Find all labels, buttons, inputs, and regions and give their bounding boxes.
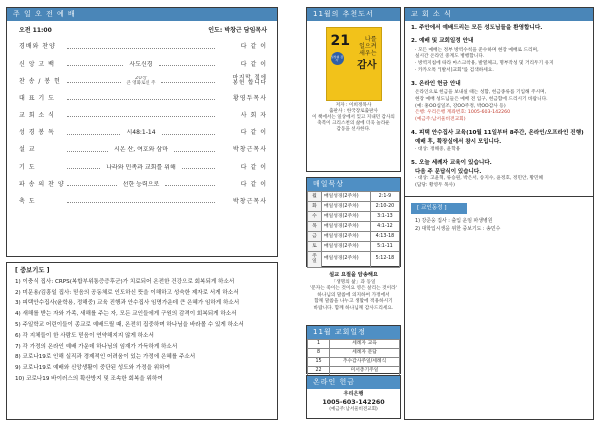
worship-leader: 인도: 박창근 담임목사 bbox=[208, 27, 267, 34]
news-item-heading: 2. 예배 및 교회일정 안내 bbox=[411, 38, 474, 45]
book-cover-image bbox=[326, 27, 382, 101]
news-item bbox=[411, 38, 587, 75]
dot-leader bbox=[161, 82, 215, 83]
news-item-line: 온라인으로 헌금을 보내실 때는 성함, 헌금종류를 기입해 주시며, bbox=[415, 90, 547, 96]
worship-row bbox=[7, 176, 277, 193]
worship-row-label: 설 교 bbox=[19, 146, 36, 154]
news-item-line: (담당: 황영두 목사) bbox=[415, 183, 455, 189]
worship-row bbox=[7, 56, 277, 73]
news-item-line: 실시간 온라인 중계도 병행합니다. bbox=[415, 54, 485, 60]
dot-leader bbox=[67, 99, 215, 100]
book-cover-number: 21 bbox=[330, 33, 350, 49]
worship-row-label: 기 도 bbox=[19, 163, 36, 171]
daily-row bbox=[308, 252, 400, 268]
news-item-heading: 1. 주안에서 예배드리는 모든 성도님들을 환영합니다. bbox=[411, 25, 543, 31]
dot-leader bbox=[67, 202, 215, 203]
worship-row bbox=[7, 159, 277, 176]
daily-book: 매일성경(2주차) bbox=[322, 192, 371, 202]
worship-row-hymn-number: 20장 bbox=[134, 76, 148, 82]
daily-day: 토 bbox=[308, 242, 322, 252]
worship-row-right-line1: 마지막 절에 bbox=[232, 74, 267, 81]
prayer-title: [ 중보기도 ] bbox=[15, 267, 50, 274]
worship-row-hymn bbox=[127, 76, 156, 86]
worship-row-content: 시48:1-14 bbox=[126, 129, 156, 137]
worship-row-label: 찬 송 / 봉 헌 bbox=[19, 77, 61, 85]
worship-row-label: 파 송 의 찬 양 bbox=[19, 180, 65, 188]
worship-row bbox=[7, 90, 277, 107]
worship-row-right: 박창근목사 bbox=[233, 198, 267, 206]
daily-row bbox=[308, 212, 400, 222]
daily-row bbox=[308, 242, 400, 252]
worship-row bbox=[7, 73, 277, 90]
daily-book: 매일성경(2주차) bbox=[322, 242, 371, 252]
worship-row-content: 사도신경 bbox=[129, 60, 153, 68]
prayer-item: 8) 코로나19로 인해 실직과 경제적인 어려움이 있는 가정에 은혜를 주소서 bbox=[15, 354, 196, 361]
news-item-heading: 5. 오늘 세례자 교육이 있습니다. bbox=[411, 159, 492, 166]
worship-row bbox=[7, 124, 277, 141]
dot-leader bbox=[67, 65, 123, 66]
prayer-item: 1) 이충식 집사: CRPS(복합부위통증증후군)가 치료되어 온전한 건강으로 회복되게 하소서 bbox=[15, 278, 235, 285]
dot-leader bbox=[67, 116, 215, 117]
prayer-item: 10) 코로나19 바이러스의 확산방지 및 조속한 회복을 위하여 bbox=[15, 376, 163, 383]
offering-header: 온라인 헌금 bbox=[307, 376, 400, 389]
schedule-event: 미서총기주일 bbox=[330, 367, 400, 376]
worship-row-right: 박창근목사 bbox=[233, 146, 267, 154]
worship-row-label: 축 도 bbox=[19, 198, 36, 206]
prayer-item: 3) 피택안수집사(윤학용, 정해중) 교육 진행과 안수집사 임명가운데 큰 은혜가 임하게 하소서 bbox=[15, 300, 240, 307]
worship-row bbox=[7, 142, 277, 159]
worship-row-leader-dots bbox=[67, 114, 215, 117]
recite-title: 설교 요절을 암송해요 bbox=[329, 272, 378, 278]
offering-owner: (예금주:남서울비전교회) bbox=[329, 407, 378, 413]
worship-row-right: 사 회 자 bbox=[240, 112, 267, 120]
daily-row bbox=[308, 192, 400, 202]
news-item-line: · 대상: 고윤혁, 류승원, 박은서, 송지수, 윤정호, 정민안, 황민혜 bbox=[415, 176, 544, 182]
worship-row-leader-dots bbox=[67, 129, 215, 137]
daily-day: 월 bbox=[308, 192, 322, 202]
news-item-red-line: (예금주:남서울비전교회) bbox=[415, 117, 466, 123]
daily-row bbox=[308, 232, 400, 242]
daily-reading-panel bbox=[306, 177, 401, 267]
schedule-date: 22 bbox=[308, 367, 330, 376]
news-item-heading: 3. 온라인 헌금 안내 bbox=[411, 80, 461, 87]
dot-leader bbox=[67, 151, 108, 152]
book-caption: 저자 : 이희정목사 출판사 : 한국장로출판사 이 책에서는 일상에서 잊고 지내던 감사의 축복이 크리스천의 삶에 더욱 놀라운 감동을 선사한다. bbox=[312, 103, 395, 132]
dot-leader bbox=[174, 151, 215, 152]
schedule-date: 15 bbox=[308, 358, 330, 367]
dot-leader bbox=[67, 134, 120, 135]
worship-row-leader-dots bbox=[67, 61, 215, 69]
news-item-heading: 4. 피택 안수집사 교육(10월 11일부터 8주간, 온라인/오프라인 진행) bbox=[411, 130, 584, 137]
schedule-row bbox=[308, 358, 400, 367]
prayer-item: 6) 각 지체들이 한 사람도 믿음이 연약해지지 않게 하소서 bbox=[15, 332, 154, 339]
daily-ref: 3:1-13 bbox=[370, 212, 399, 222]
dot-leader bbox=[67, 185, 117, 186]
schedule-header: 11월 교회일정 bbox=[307, 326, 400, 339]
daily-ref: 4:13-18 bbox=[370, 232, 399, 242]
worship-time: 오전 11:00 bbox=[19, 27, 52, 34]
schedule-date: 1 bbox=[308, 340, 330, 349]
prayer-item: 2) 미문용/김흥일 집사: 믿음의 공동체로 인도하신 뜻을 이해하고 성숙한 제자로 서게 하소서 bbox=[15, 289, 239, 296]
news-item-line: 현장 예배 성도님들은 예배 전 입구, 헌금함에 드리시기 바랍니다. bbox=[415, 96, 548, 102]
prayer-item: 7) 각 가정의 온라인 예배 가운데 하나님의 임재가 가득하게 하소서 bbox=[15, 343, 178, 350]
news-divider bbox=[405, 196, 593, 197]
news-item-line: · 방역지침에 따라 마스크착용, 발열체크, 명부작성 및 거리두기 유지 bbox=[415, 61, 554, 67]
book-cover-subtitle: 나를 일으켜 세우는 bbox=[359, 36, 377, 58]
worship-row-content: 시온 산, 여호와 삼마 bbox=[114, 146, 168, 154]
dot-leader bbox=[162, 134, 215, 135]
daily-ref: 2:1-9 bbox=[370, 192, 399, 202]
news-item-highlight: 다음 주 문답식이 있습니다. bbox=[415, 168, 482, 175]
worship-row-leader-dots bbox=[67, 164, 215, 172]
schedule-event: 세례자 문답 bbox=[330, 349, 400, 358]
recite-body: '문자는 죽이는 것이요 영은 살리는 것이라' 하나님의 말씀에 의지하여 가정에서 함께 말씀을 나누고 생활에 적용하시기 바랍니다. 함께 하나님께 감사드리세요. bbox=[309, 286, 397, 311]
prayer-item: 9) 코로나19로 예배와 신앙생활이 중단된 성도와 가정을 위하여 bbox=[15, 365, 170, 372]
prayer-topics-panel bbox=[6, 262, 278, 420]
offering-account: 1005-603-142260 bbox=[322, 398, 385, 406]
daily-book: 매일성경(2주차) bbox=[322, 232, 371, 242]
worship-row-leader-dots bbox=[67, 76, 215, 86]
daily-day: 화 bbox=[308, 202, 322, 212]
dot-leader bbox=[159, 65, 215, 66]
schedule-row bbox=[308, 340, 400, 349]
worship-order-panel bbox=[6, 7, 278, 257]
schedule-event: 추수감사주일/세례식 bbox=[330, 358, 400, 367]
worship-row-label: 대 표 기 도 bbox=[19, 94, 55, 102]
worship-row bbox=[7, 39, 277, 56]
worship-row-right: 다 같 이 bbox=[240, 43, 267, 51]
staff-header: [ 교인동정 ] bbox=[411, 203, 467, 214]
worship-row-leader-dots bbox=[67, 146, 215, 154]
worship-row bbox=[7, 107, 277, 124]
worship-row bbox=[7, 193, 277, 210]
news-item bbox=[411, 81, 587, 124]
worship-row-right: 다 같 이 bbox=[240, 180, 267, 188]
worship-row-label: 교 회 소 식 bbox=[19, 112, 55, 120]
worship-row-leader-dots bbox=[67, 181, 215, 189]
worship-row-label: 경배와 찬양 bbox=[19, 43, 56, 51]
news-item bbox=[411, 160, 587, 190]
staff-item: 1) 강준웅 집사 : 출입 운임 파생병원 bbox=[415, 217, 493, 224]
recite-subtitle: 「생명의 삶」과 동일 bbox=[331, 279, 376, 285]
book-header: 11월의 추천도서 bbox=[307, 8, 400, 21]
book-cover-badge: 일상의 감사 bbox=[331, 52, 344, 65]
news-item-red-line: 은행: 우리은행 계좌번호: 1005-603-142260 bbox=[415, 110, 511, 116]
prayer-list bbox=[7, 277, 277, 385]
news-item-line: · 대상: 정해중, 윤학용 bbox=[415, 146, 461, 152]
dot-leader bbox=[165, 185, 215, 186]
daily-row bbox=[308, 202, 400, 212]
daily-book: 매일성경(2주차) bbox=[322, 212, 371, 222]
daily-reading-table bbox=[307, 191, 400, 268]
worship-row-leader-dots bbox=[67, 97, 215, 100]
dot-leader bbox=[67, 82, 121, 83]
worship-row-right: 다 같 이 bbox=[240, 60, 267, 68]
news-item bbox=[411, 25, 587, 32]
worship-row-right: 다 같 이 bbox=[240, 129, 267, 137]
schedule-event: 세례자 교육 bbox=[330, 340, 400, 349]
online-offering-panel bbox=[306, 375, 401, 419]
daily-book: 매일성경(2주차) bbox=[322, 202, 371, 212]
daily-book: 매일성경(2주차) bbox=[322, 252, 371, 268]
book-cover-title: 감사 bbox=[357, 60, 377, 71]
church-schedule-panel bbox=[306, 325, 401, 374]
daily-ref: 2:10-20 bbox=[370, 202, 399, 212]
news-item-highlight: 예배 후, 확장실에서 참시 모입니다. bbox=[415, 139, 502, 146]
worship-row-label: 성 경 봉 독 bbox=[19, 129, 55, 137]
daily-book: 매일성경(2주차) bbox=[322, 222, 371, 232]
staff-item: 2) 대학입시생을 위한 중보기도 : 송민수 bbox=[415, 225, 501, 232]
daily-header: 매일묵상 bbox=[307, 178, 400, 191]
worship-row-right-line2: 봉헌 합니다 bbox=[232, 80, 267, 87]
daily-day: 목 bbox=[308, 222, 322, 232]
worship-row-leader-dots bbox=[67, 200, 215, 203]
daily-ref: 5:1-11 bbox=[370, 242, 399, 252]
worship-row-leader-dots bbox=[67, 46, 215, 49]
worship-row-content: 나라와 민족과 교회를 위해 bbox=[106, 163, 176, 171]
daily-row bbox=[308, 222, 400, 232]
offering-bank: 우리은행 bbox=[343, 391, 364, 397]
worship-row-right: 다 같 이 bbox=[240, 163, 267, 171]
recite-panel bbox=[306, 270, 401, 326]
worship-row-right: 황영두목사 bbox=[233, 94, 267, 102]
news-item-line: · 카카오톡 "[발서]교회"를 검색하세요. bbox=[415, 67, 494, 73]
news-item-line: (예: 홍OO십일조, 강OO주정, 박OO감사 등) bbox=[415, 103, 506, 109]
daily-day: 수 bbox=[308, 212, 322, 222]
daily-day: 주일 bbox=[308, 252, 322, 268]
prayer-item: 5) 주일학교 어린이들이 종교로 예배드릴 때, 온전히 집중하며 하나님을 바라볼 수 있게 하소서 bbox=[15, 322, 244, 329]
dot-leader bbox=[67, 48, 215, 49]
dot-leader bbox=[182, 168, 215, 169]
worship-row-right bbox=[215, 76, 267, 88]
recommended-book-panel bbox=[306, 7, 401, 172]
schedule-table bbox=[307, 339, 400, 376]
daily-day: 금 bbox=[308, 232, 322, 242]
daily-ref: 5:12-18 bbox=[370, 252, 399, 268]
news-item-line: · 모든 예배는 정부 방역수칙을 준수하며 현장 예배로 드리며, bbox=[415, 47, 539, 53]
schedule-date: 8 bbox=[308, 349, 330, 358]
worship-row-label: 신 앙 고 백 bbox=[19, 60, 55, 68]
prayer-item: 4) 새해를 받는 자와 가족, 새해를 주는 자, 모든 교인들에게 구원의 감격이 회복되게 하소서 bbox=[15, 311, 237, 318]
worship-row-content: 선한 능력으로 bbox=[122, 180, 160, 188]
dot-leader bbox=[67, 168, 100, 169]
worship-row-hymn-title: 큰 영화로신 주 bbox=[126, 80, 156, 86]
church-news-panel bbox=[404, 7, 594, 420]
schedule-row bbox=[308, 349, 400, 358]
news-header: 교 회 소 식 bbox=[405, 8, 593, 21]
worship-header: 주 일 오 전 예 배 bbox=[7, 8, 277, 21]
daily-ref: 4:1-12 bbox=[370, 222, 399, 232]
news-item bbox=[411, 130, 587, 154]
